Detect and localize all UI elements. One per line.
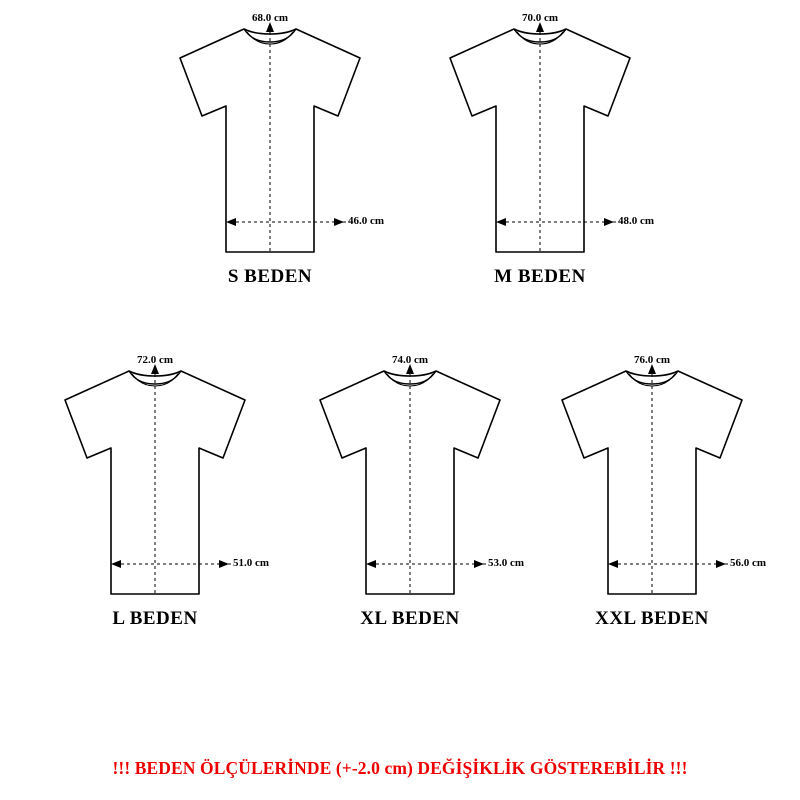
tshirt-outline-m [410,8,670,268]
size-cell-l [25,350,285,650]
chest-dim-l: 51.0 cm [233,557,270,569]
tshirt-outline-l [25,350,285,610]
size-cell-s [140,8,400,308]
size-cell-xxl [522,350,782,650]
size-label-m: M BEDEN [494,266,586,287]
tshirt-figure-xxl [522,350,782,610]
chest-dim-xl: 53.0 cm [488,557,525,569]
size-tolerance-note: !!! BEDEN ÖLÇÜLERİNDE (+-2.0 cm) DEĞİŞİKLİK GÖSTEREBİLİR !!! [112,758,688,778]
length-dim-xxl: 76.0 cm [633,354,671,366]
size-cell-m [410,8,670,308]
chest-dim-s: 46.0 cm [348,215,385,227]
tshirt-figure-s [140,8,400,268]
length-dim-m: 70.0 cm [521,12,559,24]
chest-dim-m: 48.0 cm [618,215,655,227]
tshirt-outline-s [140,8,400,268]
chest-dim-xxl: 56.0 cm [730,557,767,569]
tshirt-outline-xxl [522,350,782,610]
size-label-s: S BEDEN [227,266,313,287]
size-label-xxl: XXL BEDEN [595,608,709,629]
size-label-l: L BEDEN [112,608,198,629]
tshirt-figure-l [25,350,285,610]
tshirt-figure-m [410,8,670,268]
length-dim-xl: 74.0 cm [391,354,429,366]
length-dim-s: 68.0 cm [251,12,289,24]
length-dim-l: 72.0 cm [136,354,174,366]
size-cell-xl [280,350,540,650]
tshirt-figure-xl [280,350,540,610]
size-label-xl: XL BEDEN [360,608,460,629]
tshirt-outline-xl [280,350,540,610]
